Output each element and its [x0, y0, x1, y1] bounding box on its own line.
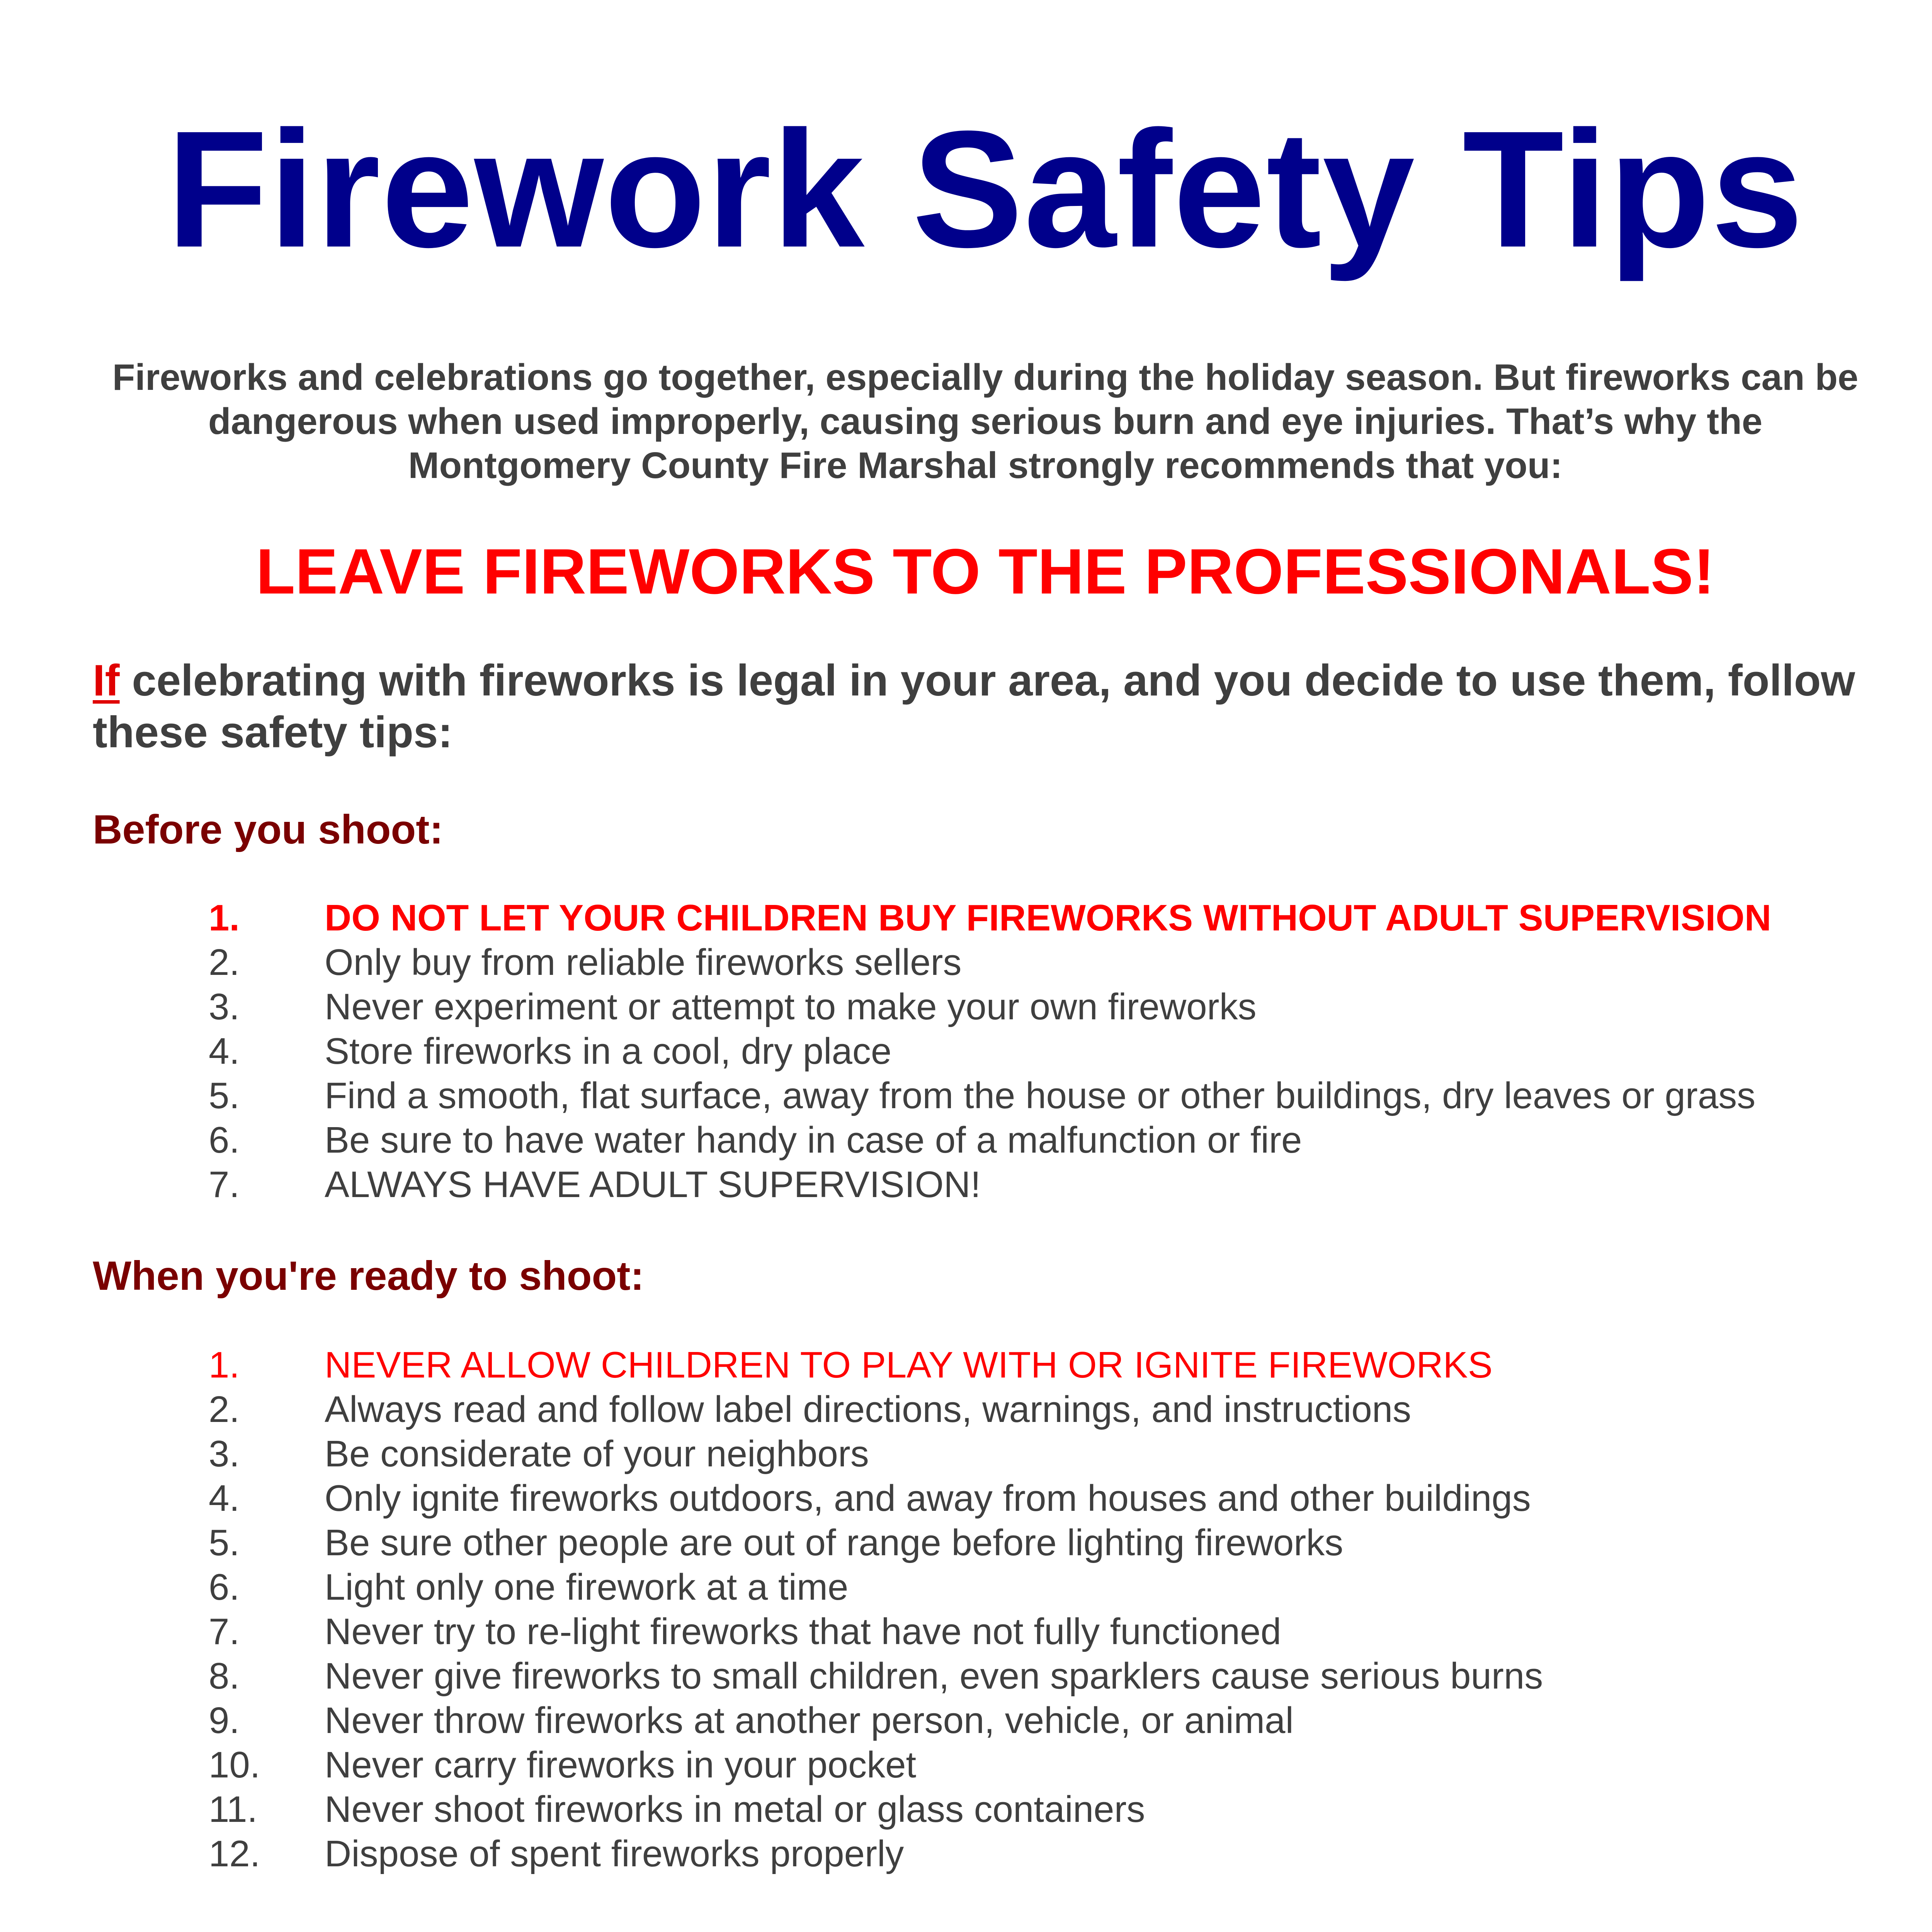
list-item [209, 1832, 1909, 1876]
list-item [209, 1698, 1909, 1743]
intro-paragraph: Fireworks and celebrations go together, especially during the holiday season. But fireworks can be dangerous when used improperly, causing serious burn and eye injuries. That’s why the Montgomery County Fire Marshal strongly recommends that you: [112, 357, 1859, 486]
list-item [209, 940, 1909, 985]
condition-text: celebrating with fireworks is legal in your area, and you decide to use them, follow these safety tips: [93, 656, 1855, 757]
item-number: 7. [209, 1611, 240, 1652]
item-text: Dispose of spent fireworks properly [325, 1833, 904, 1874]
list-item [209, 1029, 1909, 1073]
item-text: Never experiment or attempt to make your own fireworks [325, 986, 1257, 1027]
item-text: Only buy from reliable fireworks sellers [325, 942, 962, 983]
condition-paragraph [93, 655, 1870, 759]
item-number: 4. [209, 1478, 240, 1519]
section-heading-ready: When you're ready to shoot: [93, 1253, 644, 1299]
item-number: 10. [209, 1744, 260, 1786]
item-text: Be considerate of your neighbors [325, 1433, 869, 1475]
list-item [209, 1432, 1909, 1476]
item-text: Be sure to have water handy in case of a malfunction or fire [325, 1119, 1302, 1161]
item-text: Never throw fireworks at another person, vehicle, or animal [325, 1700, 1294, 1741]
item-number: 7. [209, 1164, 240, 1205]
item-number: 3. [209, 986, 240, 1027]
item-text: Never try to re-light fireworks that have not fully functioned [325, 1611, 1281, 1652]
list-item [209, 1162, 1909, 1207]
item-text: Always read and follow label directions, warnings, and instructions [325, 1389, 1412, 1430]
item-text: Find a smooth, flat surface, away from the house or other buildings, dry leaves or grass [325, 1075, 1756, 1116]
item-number: 12. [209, 1833, 260, 1874]
list-item [209, 1387, 1909, 1432]
list-item [209, 1609, 1909, 1654]
item-number: 1. [209, 1344, 240, 1386]
list-item [209, 1118, 1909, 1162]
list-item [209, 1343, 1909, 1387]
tip-list-before [209, 896, 1909, 1207]
item-text: Store fireworks in a cool, dry place [325, 1031, 892, 1072]
list-item [209, 1520, 1909, 1565]
list-item [209, 896, 1909, 940]
item-number: 6. [209, 1566, 240, 1608]
section-heading-before: Before you shoot: [93, 807, 443, 852]
item-text: Only ignite fireworks outdoors, and away from houses and other buildings [325, 1478, 1531, 1519]
if-word: If [93, 656, 120, 705]
list-item [209, 1787, 1909, 1832]
list-item [209, 1073, 1909, 1118]
item-text: Be sure other people are out of range before lighting fireworks [325, 1522, 1344, 1563]
item-number: 5. [209, 1075, 240, 1116]
item-number: 5. [209, 1522, 240, 1563]
list-item [209, 1476, 1909, 1520]
list-item [209, 1565, 1909, 1609]
item-text: Light only one firework at a time [325, 1566, 849, 1608]
item-number: 4. [209, 1031, 240, 1072]
item-text: Never carry fireworks in your pocket [325, 1744, 917, 1786]
item-text: ALWAYS HAVE ADULT SUPERVISION! [325, 1164, 981, 1205]
item-number: 8. [209, 1655, 240, 1697]
item-number: 11. [209, 1789, 258, 1830]
item-text: NEVER ALLOW CHILDREN TO PLAY WITH OR IGNITE FIREWORKS [325, 1344, 1493, 1386]
tip-list-ready [209, 1343, 1909, 1876]
item-text: DO NOT LET YOUR CHILDREN BUY FIREWORKS WITHOUT ADULT SUPERVISION [325, 897, 1772, 939]
item-text: Never shoot fireworks in metal or glass containers [325, 1789, 1145, 1830]
page-title: Firework Safety Tips [167, 97, 1804, 282]
list-item [209, 1654, 1909, 1698]
item-number: 9. [209, 1700, 240, 1741]
list-item [209, 985, 1909, 1029]
item-number: 2. [209, 942, 240, 983]
headline: LEAVE FIREWORKS TO THE PROFESSIONALS! [256, 536, 1715, 607]
item-number: 1. [209, 897, 240, 939]
item-number: 2. [209, 1389, 240, 1430]
item-text: Never give fireworks to small children, even sparklers cause serious burns [325, 1655, 1543, 1697]
list-item [209, 1743, 1909, 1787]
item-number: 3. [209, 1433, 240, 1475]
item-number: 6. [209, 1119, 240, 1161]
